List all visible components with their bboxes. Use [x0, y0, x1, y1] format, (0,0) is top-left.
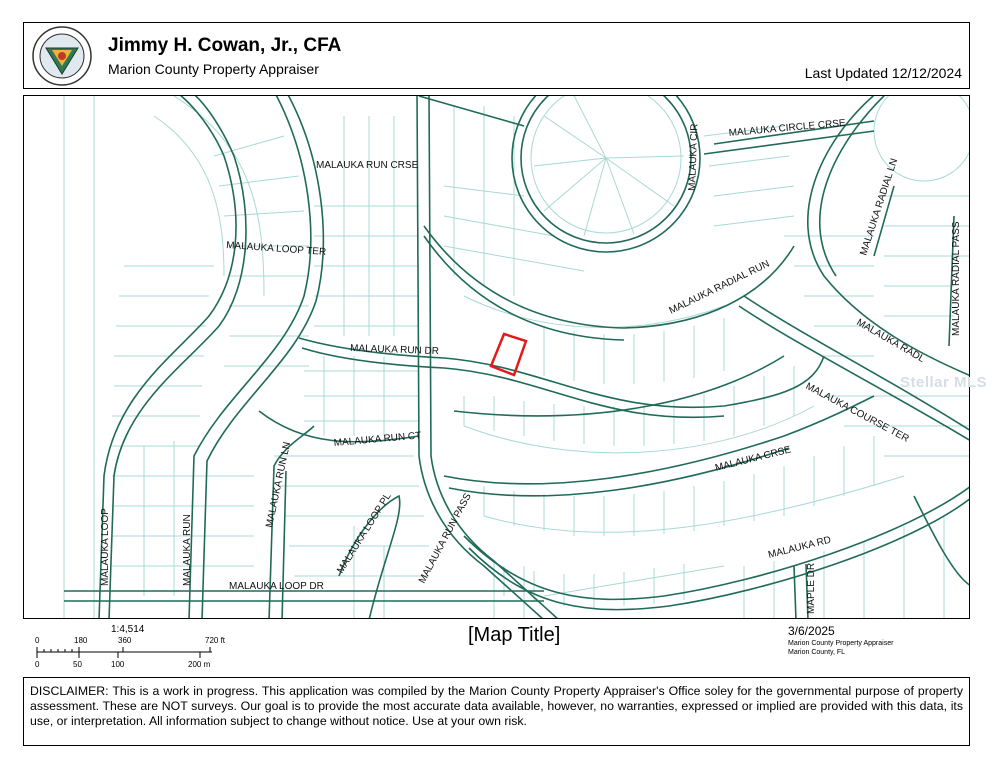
scale-tick-label: 360 [118, 636, 132, 645]
street-label: MALAUKA COURSE TER [803, 380, 911, 445]
street-label: MALAUKA CIR [687, 123, 701, 192]
street-label: MALAUKA RADL [854, 317, 927, 365]
map-title: [Map Title] [468, 624, 561, 646]
scale-tick-label: 0 [35, 636, 40, 645]
lot-lines [64, 96, 970, 619]
parcel-map[interactable] [23, 95, 970, 619]
appraiser-name: Jimmy H. Cowan, Jr., CFA [108, 35, 342, 56]
scale-tick-label: 100 [111, 660, 125, 669]
map-source-line: Marion County Property Appraiser [788, 640, 894, 647]
street-label: MALAUKA LOOP TER [225, 240, 327, 258]
street-label: MALAUKA CIRCLE CRSE [728, 117, 847, 139]
map-header [23, 22, 970, 89]
street-label: MALAUKA RADIAL PASS [951, 221, 962, 336]
scale-tick-label: 0 [35, 660, 40, 669]
scale-tick-label: 50 [73, 660, 82, 669]
map-source [788, 639, 893, 657]
appraiser-office: Marion County Property Appraiser [108, 61, 319, 77]
map-source-line: Marion County, FL [788, 649, 846, 656]
street-label: MALAUKA LOOP PL [335, 491, 394, 576]
street-label: MALAUKA RUN PASS [416, 491, 474, 586]
street-label: MALAUKA RUN DR [349, 343, 440, 358]
street-label: MALAUKA RD [767, 534, 833, 561]
scale-bar [30, 636, 235, 670]
street-label: MALAUKA LOOP DR [229, 581, 324, 592]
last-updated: Last Updated 12/12/2024 [804, 65, 962, 81]
scale-tick-label: 180 [74, 636, 88, 645]
scale-ratio: 1:4,514 [111, 624, 145, 635]
scale-tick-label: 200 m [188, 660, 211, 669]
street-label: MALAUKA RUN LN [264, 440, 294, 529]
street-label: MALAUKA CRSE [714, 444, 793, 474]
street-label: MALAUKA RUN CT [333, 430, 422, 449]
street-label: MALAUKA RUN CRSE [316, 160, 419, 171]
street-label: MALAUKA RADIAL LN [858, 157, 901, 257]
parcel-map-canvas [24, 96, 970, 619]
disclaimer: DISCLAIMER: This is a work in progress. This application was compiled by the Marion County Property Appraiser's Office soley for the governmental purpose of property assessment. These are NOT surveys. Our goal is to provide the most accurate data available, however, no warranties, expressed or implied are provided with this data, its use, or interpretation. All information subject to change without notice. Use at your own risk. [23, 677, 970, 746]
street-label: MALAUKA RADIAL RUN [667, 258, 772, 317]
street-label: MAPLE DR [806, 562, 817, 614]
street-label: MALAUKA LOOP [100, 508, 111, 586]
property-appraiser-seal-icon [32, 26, 92, 86]
street-label: MALAUKA RUN [182, 514, 193, 586]
map-date: 3/6/2025 [788, 624, 835, 638]
roads [64, 96, 970, 619]
mls-watermark: Stellar MLS [900, 374, 988, 391]
scale-tick-label: 720 ft [205, 636, 226, 645]
